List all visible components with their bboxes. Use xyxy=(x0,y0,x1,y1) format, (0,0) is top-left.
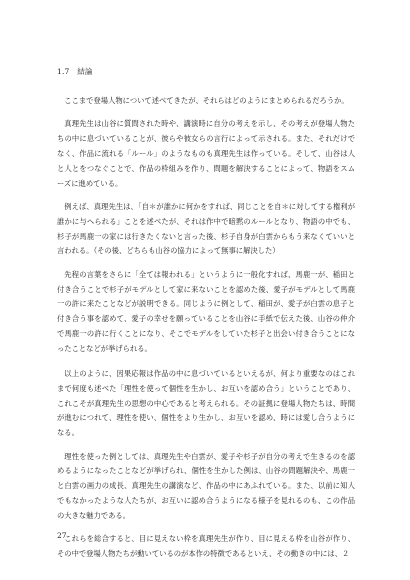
paragraph-synthesis: これらを総合すると、目に見えない枠を真理先生が作り、目に見える枠を山谷が作り、その中で登場人物たちが動いているのが本作の特徴であるといえ、その動きの中には、２ xyxy=(57,534,355,558)
paragraph-generalization: 先程の言葉をさらに「全ては報われる」というように一般化すれば、馬鹿一が、稲田と付き合うことで杉子がモデルとして家に来ないことを認めた後、愛子がモデルとして馬鹿一の許に来たことなどが説明できる。同じように例として、稲田が、愛子が白雲の息子と付き合う事を認めて、愛子の幸せを願っていることを山谷に手紙で伝えた後、山谷の仲介で馬鹿一の許に行くことになり、そこでモデルをしていた杉子と出会い付き合うことになったことなどが挙げられる。 xyxy=(57,269,355,353)
section-heading: 1.7 結論 xyxy=(57,67,93,76)
page-number: 27 xyxy=(57,531,67,540)
paragraph-core-idea: 以上のように、因果応報は作品の中に息づいているといえるが、何より重要なのはこれまで何度も述べた「理性を使って個性を生かし、お互いを認め合う」ということであり、これこそが真理先生の思想の中心であると考えられる。その証拠に登場人物たちは、時間が進むにつれて、理性を使い、個性をより生かし、お互いを認め、時には愛し合うようになる。 xyxy=(57,369,355,438)
paragraph-roles: 真理先生は山谷に質問された時や、講演時に自分の考えを示し、その考えが登場人物たちの中に息づいていることが、彼らや彼女らの言行によって示される。また、それだけでなく、作品に流れる「ルール」のようなものも真理先生は作っている。そして、山谷は人と人とをつなぐことで、作品の枠組みを作り、問題を解決することによって、物語をスムーズに進めている。 xyxy=(57,119,355,188)
paragraph-examples: 理性を使った例としては、真理先生や白雲が、愛子や杉子が自分の考えで生きるのを認めるようになったことなどが挙げられ、個性を生かした例は、山谷の問題解決や、馬鹿一と白雲の画力の成長、真理先生の講演など、作品の中にあふれている。また、以前に知人でもなかったような人たちが、お互いに認め合うようになる様子を見れるのも、この作品の大きな魅力である。 xyxy=(57,451,355,520)
paragraph-rule-example: 例えば、真理先生は、「自＊が誰かに何かをすれば、同じことを自＊に対してする権利が誰かに与へられる」ことを述べたが、それは作中で暗黙のルールとなり、物語の中でも、杉子が馬鹿一の家には行きたくないと言った後、杉子自身が白雲からもう来なくていいと言われる。（その後、どちらも山谷の協力によって無事に解決した） xyxy=(57,201,355,256)
paragraph-intro: ここまで登場人物について述べてきたが、それらはどのようにまとめられるだろうか。 xyxy=(64,96,349,105)
body-text xyxy=(57,94,355,570)
